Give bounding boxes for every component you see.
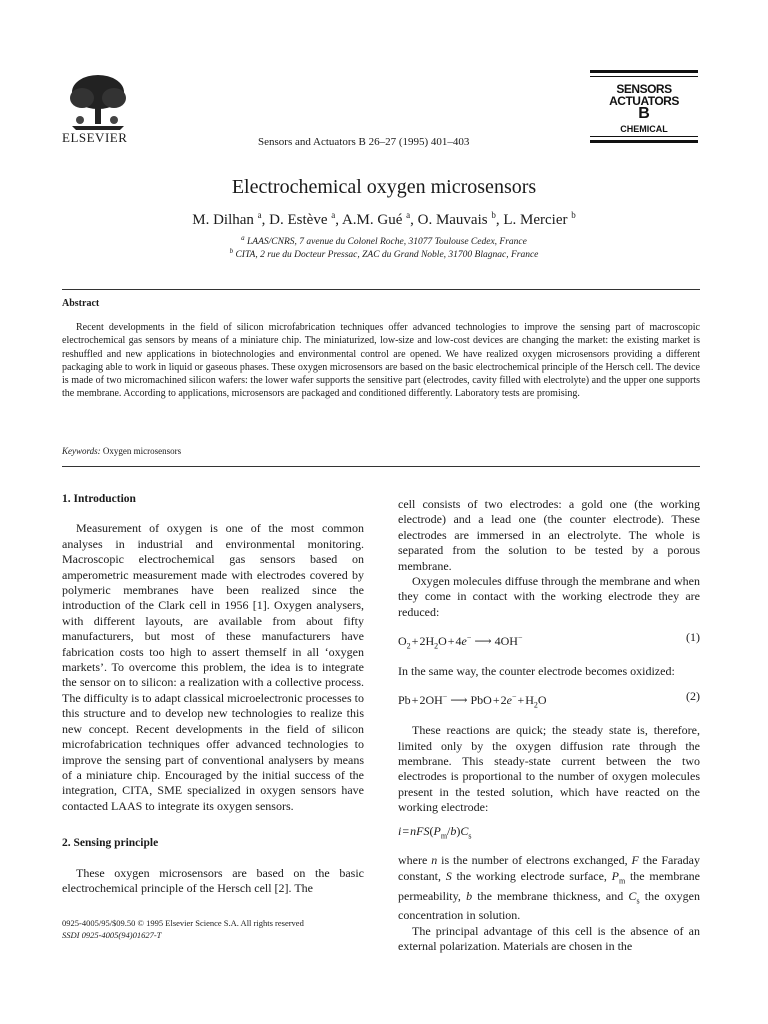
body-paragraph: These reactions are quick; the steady state is, therefore, limited only by the oxygen diffusion rate through the membrane. This steady-state current between the two electrodes is proportional to the number of oxygen molecules present in the tested solution, which have reacted on the working electrode: (398, 723, 700, 815)
affiliation-a: $^a$ LAAS/CNRS, 7 avenue du Colonel Roche, 31077 Toulouse Cedex, France (241, 234, 527, 248)
abstract-top-rule (62, 289, 700, 290)
equation-1 (398, 630, 700, 654)
logo-line-actuators: ACTUATORS (609, 94, 679, 108)
paper-title: Electrochemical oxygen microsensors (231, 176, 537, 198)
keywords (62, 446, 181, 456)
sensors-actuators-b-logo (590, 70, 698, 150)
copyright-line: 0925-4005/95/$09.50 © 1995 Elsevier Science S.A. All rights reserved (62, 918, 304, 928)
author-affiliation-mark: a (406, 210, 411, 220)
journal-reference: Sensors and Actuators B 26–27 (1995) 401–403 (258, 136, 470, 148)
abstract-heading: Abstract (62, 298, 100, 309)
equation-2-number: (2) (686, 689, 700, 704)
logo-line-sensors: SENSORS (616, 82, 672, 96)
author-affiliation-mark: b (571, 210, 576, 220)
abstract-bottom-rule (62, 466, 700, 467)
logo-line-b: B (638, 105, 650, 122)
current-equation: i = $nFS(P_m/b)C_s$ (398, 823, 472, 841)
variable-definitions: where n is the number of electrons exchanged, F the Faraday constant, S the working electrode surface, $P_m$ the membrane permeability, b the membrane thickness, and $C_s$ the oxygen concentration in solution. (398, 853, 700, 923)
publisher-name: ELSEVIER (62, 130, 128, 145)
body-paragraph: The principal advantage of this cell is the absence of an external polarization. Materials are chosen in the (398, 923, 700, 954)
elsevier-tree-logo (62, 70, 132, 132)
author-list: M. Dilhan $^a$, D. Estève $^a$, A.M. Gué $^a$, O. Mauvais $^b$, L. Mercier $^b$ (192, 210, 576, 228)
left-column (62, 492, 364, 896)
author-affiliation-mark: b (491, 210, 496, 220)
affiliation-b-text: CITA, 2 rue du Docteur Pressac, ZAC du Grand Noble, 31700 Blagnac, France (235, 250, 539, 261)
author-name: D. Estève (269, 212, 328, 228)
equation-1-expression: $O_2$ + $2H_2O$ + 4e− ⟶ 4OH− (398, 633, 523, 651)
ssdi-line: SSDI 0925-4005(94)01627-T (62, 930, 162, 940)
section-heading-sensing-principle: 2. Sensing principle (62, 837, 159, 850)
author-affiliation-mark: a (257, 210, 262, 220)
body-paragraph: In the same way, the counter electrode becomes oxidized: (398, 664, 675, 679)
author-name: L. Mercier (503, 212, 568, 228)
author-affiliation-mark: a (331, 210, 336, 220)
abstract-body: Recent developments in the field of silicon microfabrication techniques offer advanced technologies to improve the sensing part of macroscopic electrochemical gas sensors by means of a miniature chip. The miniaturized, low-size and low-cost devices are changing the market: the existing market is reshuffled and new applications in biotechnologies and environmental control are opened. We have realized oxygen microsensors providing a different packaging able to work in liquid or gaseous phases. These oxygen microsensors are based on the basic electrochemical principle of the Hersch cell. The device is made of two micromachined silicon wafers: the lower wafer supports the sensitive part (electrodes, cavity filled with electrolyte) and the upper one supports the membrane. According to applications, microsensors are packaged and conditioned differently. Laboratory tests are promising. (62, 322, 700, 400)
author-name: M. Dilhan (192, 212, 254, 228)
affiliation-b: $^b$ CITA, 2 rue du Docteur Pressac, ZAC du Grand Noble, 31700 Blagnac, France (229, 247, 539, 261)
equation-2 (398, 689, 700, 713)
equation-2-expression: Pb + 2OH− ⟶ PbO + 2e− + $H_2O$ (398, 692, 547, 710)
author-name: O. Mauvais (417, 212, 488, 228)
equation-1-number: (1) (686, 630, 700, 645)
sensing-principle-paragraph: These oxygen microsensors are based on the basic electrochemical principle of the Hersch cell [2]. The (62, 865, 364, 895)
logo-line-chemical: CHEMICAL (620, 124, 668, 134)
introduction-paragraph: Measurement of oxygen is one of the most common analyses in industrial and environmental monitoring. Macroscopic electrochemical gas sensors based on amperometric measurement made with electrodes covered by polymeric membranes have been realized since the introduction of the Clark cell in 1956 [1]. Oxygen analysers, with different layouts, are available from about fifty manufacturers, but most of these manufacturers have fabrication costs too high to assert themself in all ‘oxygen markets’. To overcome this problem, the idea is to integrate the sensor on to silicon: a realization with a collective process. The difficulty is to adapt classical microelectronic processes to this structure and to develop new technologies to realize this new concept. Recent developments in the field of silicon microfabrication techniques offer advanced technologies to improve the sensing part of conventional analysers by means of a miniature chip. Encouraged by the initial success of the integration, CITA, SME specialized in oxygen sensors have contacted LAAS to integrate its oxygen sensors. (62, 521, 364, 813)
body-paragraph: Oxygen molecules diffuse through the membrane and when they come in contact with the working electrode they are reduced: (398, 574, 700, 619)
section-heading-introduction: 1. Introduction (62, 493, 136, 505)
body-paragraph: cell consists of two electrodes: a gold one (the working electrode) and a lead one (the counter electrode). These electrodes are immersed in an electrolyte. The whole is separated from the solution to be tested by a porous membrane. (398, 497, 700, 573)
keywords-value: Oxygen microsensors (102, 446, 182, 456)
right-column (398, 497, 700, 955)
keywords-label: Keywords: (62, 446, 101, 456)
author-name: A.M. Gué (341, 212, 403, 228)
affiliation-a-text: LAAS/CNRS, 7 avenue du Colonel Roche, 31077 Toulouse Cedex, France (247, 237, 527, 248)
